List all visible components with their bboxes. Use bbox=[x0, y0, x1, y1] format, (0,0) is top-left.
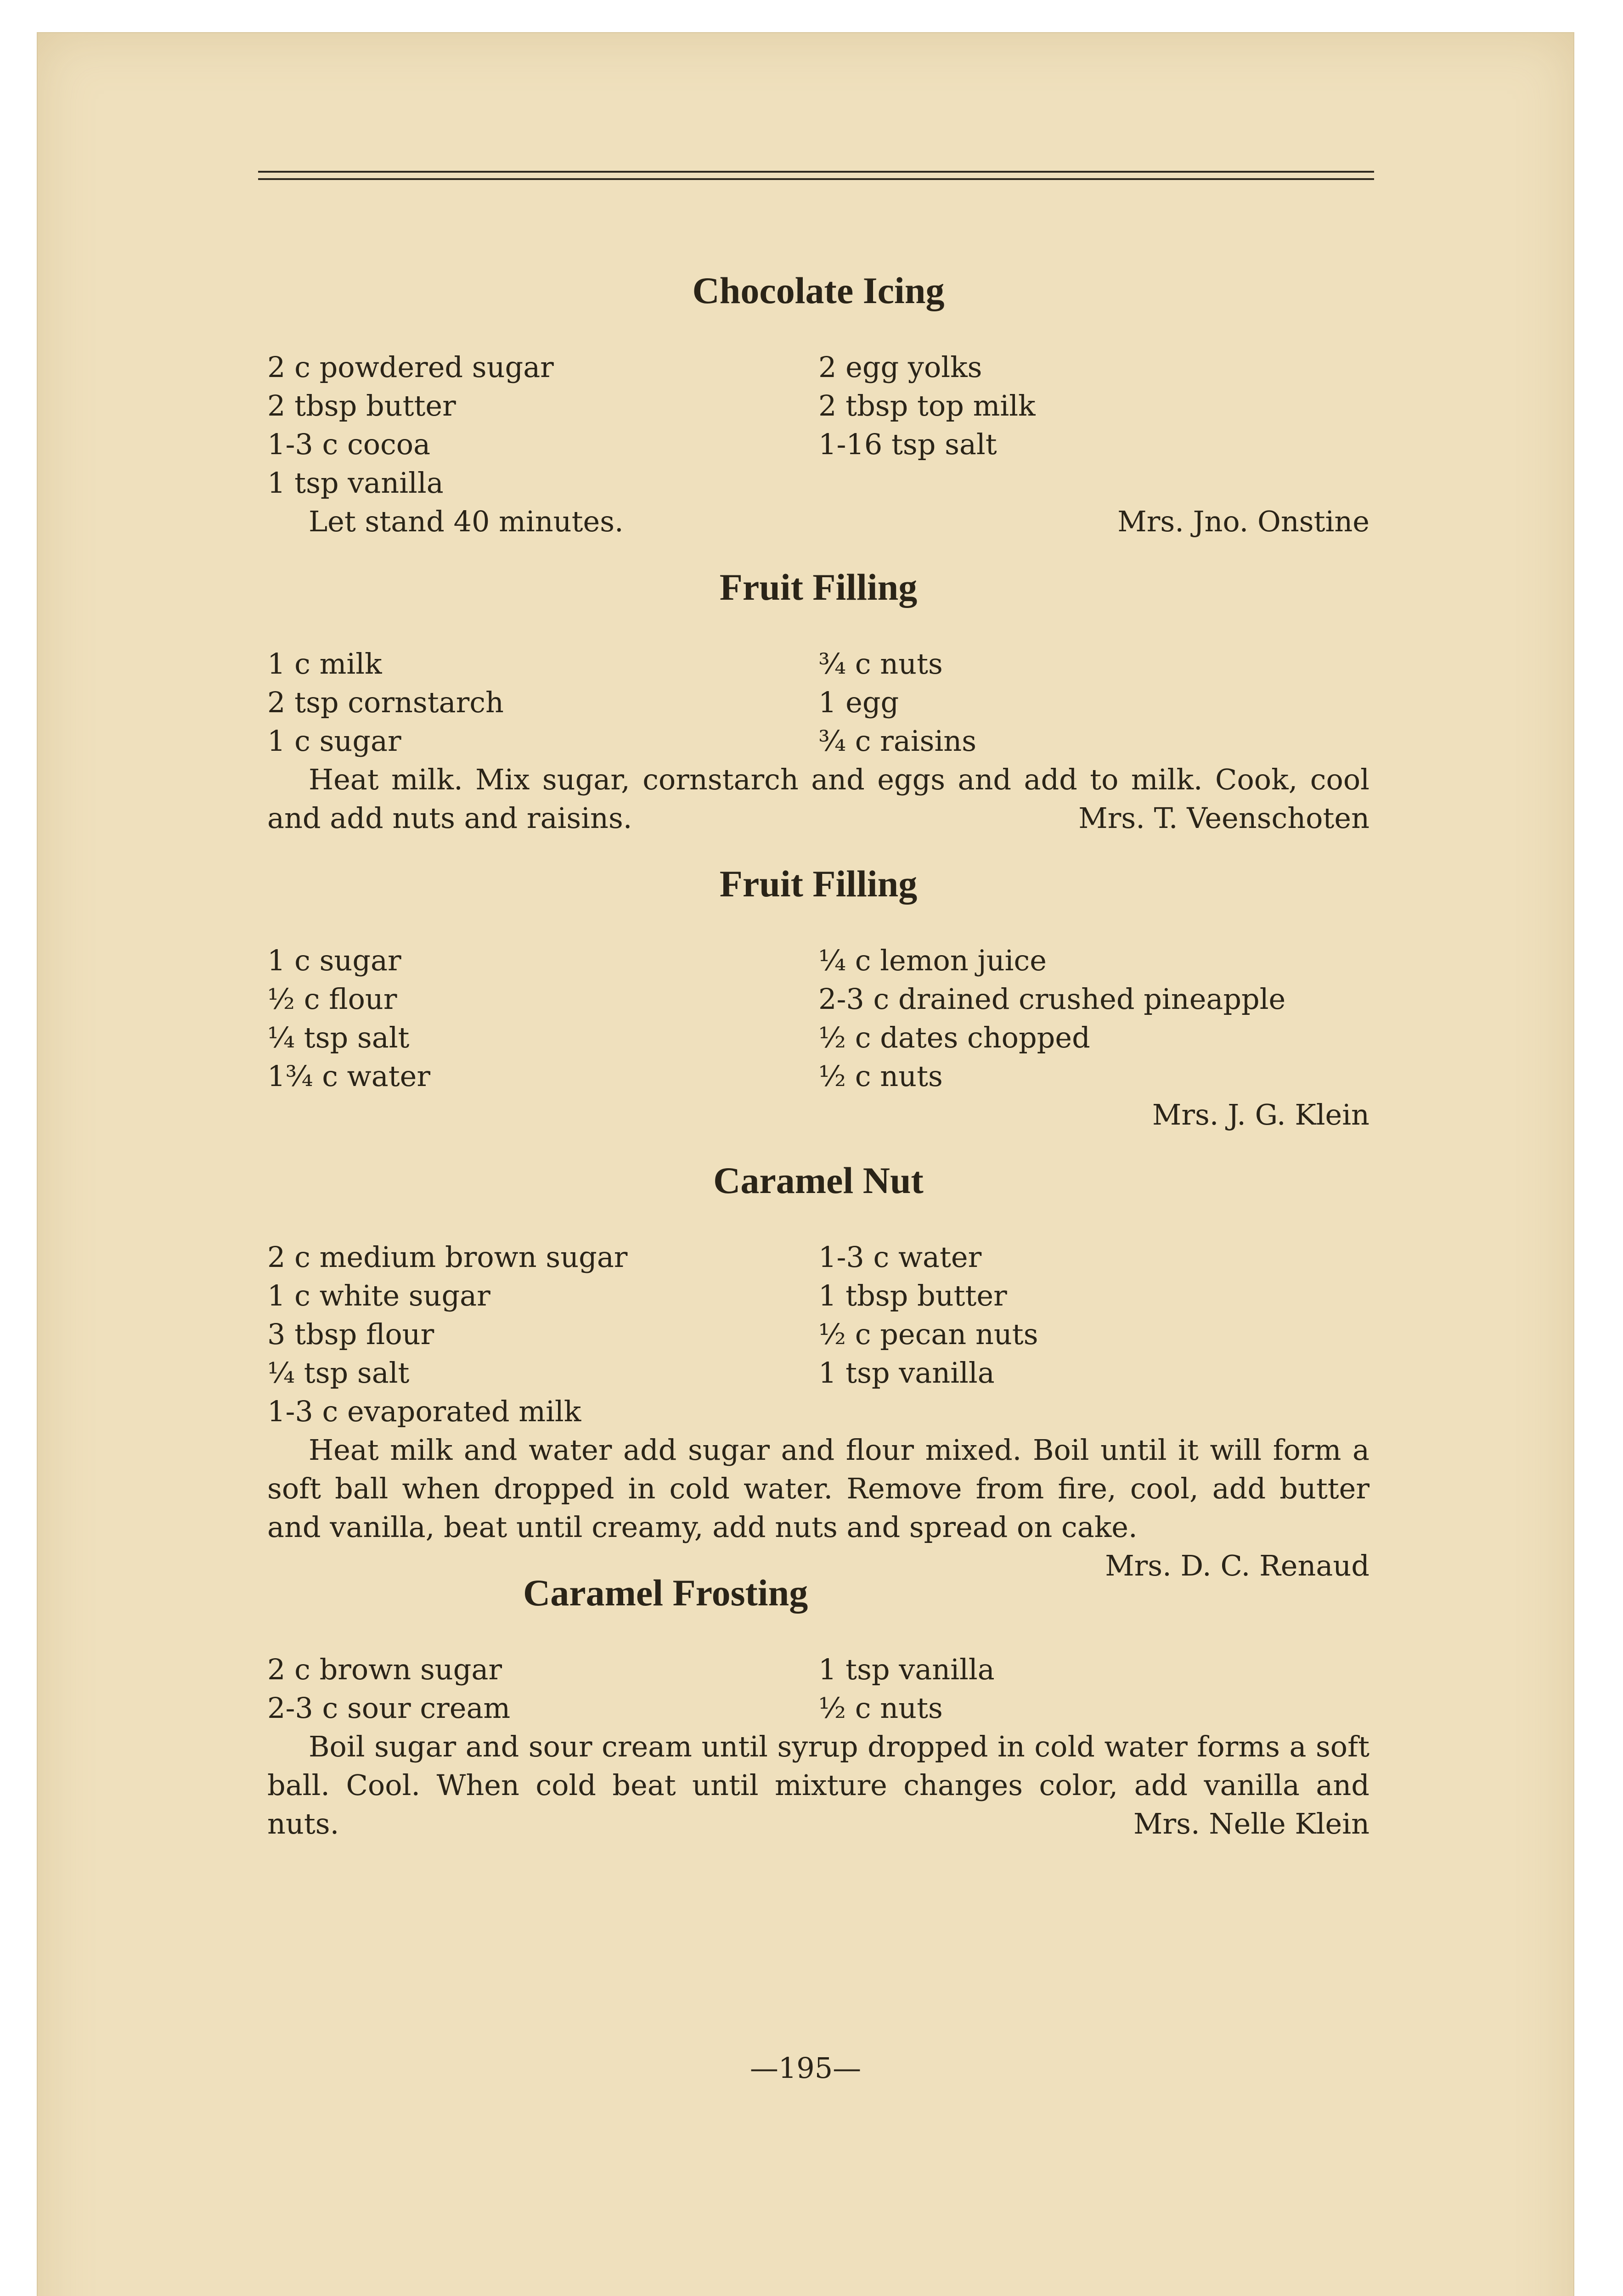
ingredient: ½ c flour bbox=[267, 982, 397, 1016]
ingredients-right bbox=[818, 645, 1369, 760]
ingredient: 3 tbsp flour bbox=[267, 1317, 434, 1351]
recipe-author: Mrs. T. Veenschoten bbox=[1078, 801, 1369, 835]
ingredients-right bbox=[818, 1238, 1369, 1431]
ingredient: 2 tsp cornstarch bbox=[267, 686, 504, 719]
ingredient: 1 c milk bbox=[267, 647, 382, 681]
ingredient: ¼ tsp salt bbox=[267, 1356, 410, 1390]
method-text: Let stand 40 minutes. bbox=[309, 505, 624, 538]
ingredient: 1 c sugar bbox=[267, 944, 401, 977]
ingredient: 1 egg bbox=[818, 686, 899, 719]
ingredient: ½ c pecan nuts bbox=[818, 1317, 1038, 1351]
method-text: Heat milk. Mix sugar, cornstarch and eggs and add to milk. Cook, cool and add nuts and raisins. bbox=[267, 763, 1369, 835]
ingredient: ½ c nuts bbox=[818, 1691, 943, 1725]
ingredient: 2 c brown sugar bbox=[267, 1653, 502, 1686]
ingredients-right bbox=[818, 1650, 1369, 1728]
recipe-caramel-nut bbox=[267, 1159, 1369, 1582]
recipe-title: Chocolate Icing bbox=[692, 270, 945, 311]
recipe-author: Mrs. D. C. Renaud bbox=[1105, 1549, 1369, 1582]
ingredient: 2 tbsp butter bbox=[267, 389, 456, 422]
recipe-author: Mrs. Jno. Onstine bbox=[1117, 505, 1369, 538]
recipe-fruit-filling-2 bbox=[267, 865, 1369, 1134]
recipe-chocolate-icing bbox=[267, 272, 1369, 541]
ingredient: ¾ c nuts bbox=[818, 647, 943, 681]
ingredient: 1 tsp vanilla bbox=[267, 466, 444, 500]
method-text: Heat milk and water add sugar and flour mixed. Boil until it will form a soft ball when dropped in cold water. Remove from fire, cool, add butter and vanilla, beat until creamy, add nuts and spread on cake. bbox=[267, 1433, 1369, 1544]
ingredient: 1 c sugar bbox=[267, 724, 401, 758]
ingredient: 1 tsp vanilla bbox=[818, 1356, 995, 1390]
recipe-fruit-filling-1 bbox=[267, 568, 1369, 838]
ingredients-left bbox=[267, 1650, 818, 1728]
ingredient: 1¾ c water bbox=[267, 1059, 430, 1093]
ingredient: 2 egg yolks bbox=[818, 350, 982, 384]
recipe-caramel-frosting bbox=[267, 1574, 1369, 1843]
ingredient: ½ c dates chopped bbox=[818, 1021, 1090, 1054]
ingredient: 1-3 c cocoa bbox=[267, 428, 431, 461]
recipe-title: Fruit Filling bbox=[719, 863, 918, 905]
ingredient: 1 c white sugar bbox=[267, 1279, 490, 1312]
recipe-method bbox=[267, 760, 1369, 838]
ingredient-columns bbox=[267, 1650, 1369, 1728]
ingredient-columns bbox=[267, 941, 1369, 1096]
recipe-author: Mrs. Nelle Klein bbox=[1133, 1807, 1369, 1840]
ingredient: ¾ c raisins bbox=[818, 724, 977, 758]
ingredient: ¼ c lemon juice bbox=[818, 944, 1047, 977]
page-number: —195— bbox=[750, 2051, 862, 2085]
ingredient: 1-3 c water bbox=[818, 1240, 982, 1274]
ingredient-columns bbox=[267, 1238, 1369, 1431]
ingredient: 2-3 c drained crushed pineapple bbox=[818, 982, 1286, 1016]
recipe-method bbox=[267, 502, 1369, 541]
recipe-title: Fruit Filling bbox=[719, 566, 918, 608]
recipe-title: Caramel Frosting bbox=[523, 1572, 808, 1614]
recipes-container bbox=[267, 272, 1369, 1843]
ingredient-columns bbox=[267, 348, 1369, 502]
ingredient: 1-3 c evaporated milk bbox=[267, 1395, 581, 1428]
ingredients-left bbox=[267, 645, 818, 760]
recipe-method bbox=[267, 1431, 1369, 1582]
recipe-method bbox=[267, 1728, 1369, 1843]
ingredient: 2 c powdered sugar bbox=[267, 350, 554, 384]
ingredients-left bbox=[267, 1238, 818, 1431]
ingredient: 1-16 tsp salt bbox=[818, 428, 997, 461]
ingredients-right bbox=[818, 941, 1369, 1096]
ingredient: ½ c nuts bbox=[818, 1059, 943, 1093]
ingredients-right bbox=[818, 348, 1369, 502]
ingredient: 1 tbsp butter bbox=[818, 1279, 1007, 1312]
ingredients-left bbox=[267, 941, 818, 1096]
ingredient: ¼ tsp salt bbox=[267, 1021, 410, 1054]
ingredient: 2 c medium brown sugar bbox=[267, 1240, 628, 1274]
recipe-author: Mrs. J. G. Klein bbox=[1152, 1098, 1369, 1131]
ingredient-columns bbox=[267, 645, 1369, 760]
ingredient: 2-3 c sour cream bbox=[267, 1691, 511, 1725]
ingredient: 1 tsp vanilla bbox=[818, 1653, 995, 1686]
method-text: Boil sugar and sour cream until syrup dropped in cold water forms a soft ball. Cool. When cold beat until mixture changes color, add vanilla and nuts. bbox=[267, 1730, 1369, 1840]
ingredient: 2 tbsp top milk bbox=[818, 389, 1036, 422]
top-double-rule bbox=[258, 171, 1374, 180]
cookbook-page bbox=[37, 32, 1574, 2296]
ingredients-left bbox=[267, 348, 818, 502]
recipe-title: Caramel Nut bbox=[713, 1159, 924, 1201]
